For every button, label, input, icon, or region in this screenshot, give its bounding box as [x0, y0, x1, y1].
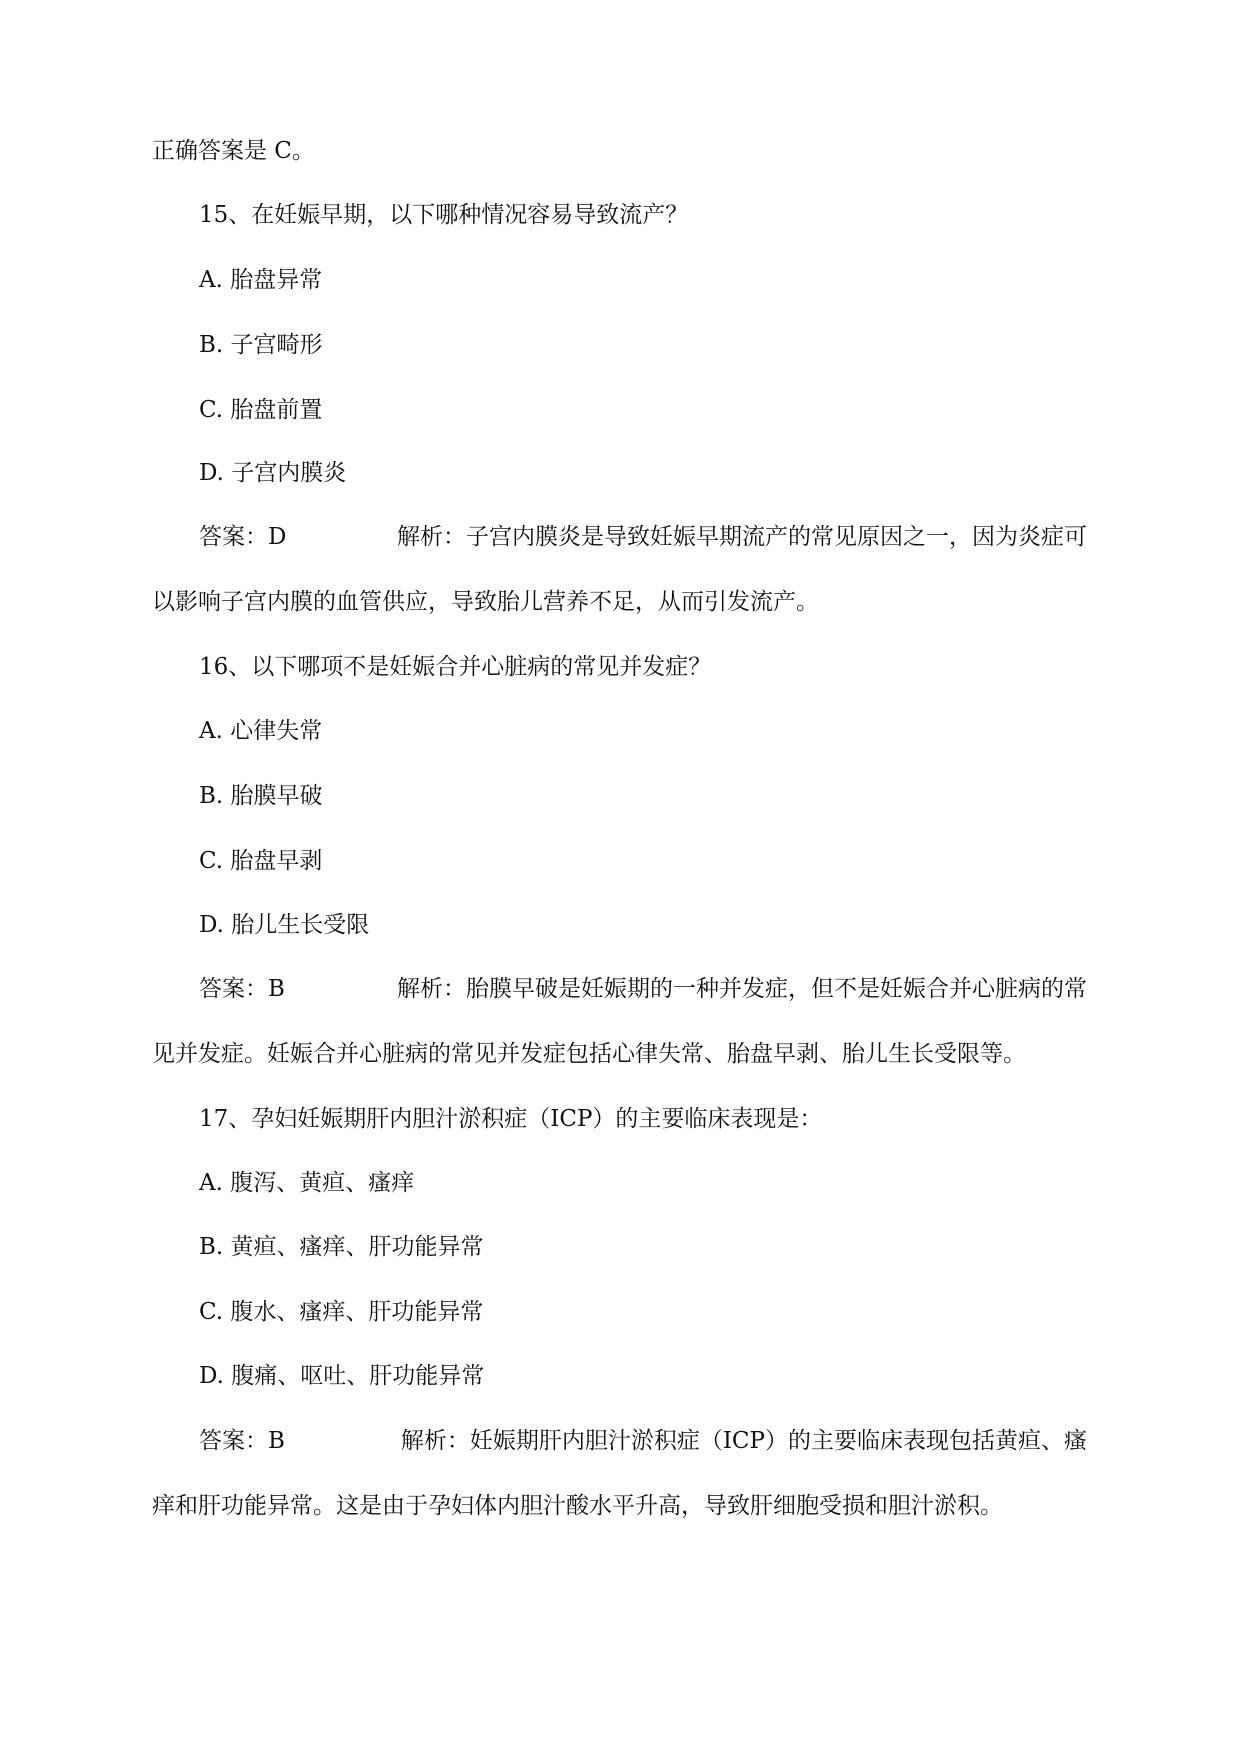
question-15-answer-line [199, 522, 1087, 552]
prev-answer-line: 正确答案是 C。 [152, 138, 315, 164]
analysis-text: 解析：子宫内膜炎是导致妊娠早期流产的常见原因之一，因为炎症可 [397, 524, 1087, 550]
question-16-stem: 16、以下哪项不是妊娠合并心脏病的常见并发症？ [199, 654, 712, 680]
question-16-option-d: D. 胎儿生长受限 [199, 912, 370, 938]
analysis-text: 解析：妊娠期肝内胆汁淤积症（ICP）的主要临床表现包括黄疸、瘙 [400, 1428, 1087, 1454]
question-15-option-a: A. 胎盘异常 [199, 267, 323, 293]
question-16-analysis-cont: 见并发症。妊娠合并心脏病的常见并发症包括心律失常、胎盘早剥、胎儿生长受限等。 [152, 1041, 1026, 1067]
question-15-option-c: C. 胎盘前置 [199, 397, 323, 423]
analysis-text: 解析：胎膜早破是妊娠期的一种并发症，但不是妊娠合并心脏病的常 [397, 976, 1087, 1002]
question-16-answer-line [199, 974, 1087, 1004]
question-15-analysis-cont: 以影响子宫内膜的血管供应，导致胎儿营养不足，从而引发流产。 [152, 589, 819, 615]
question-17-answer-line [199, 1426, 1087, 1456]
question-17-option-c: C. 腹水、瘙痒、肝功能异常 [199, 1299, 484, 1325]
question-16-option-c: C. 胎盘早剥 [199, 848, 323, 874]
question-17-stem: 17、孕妇妊娠期肝内胆汁淤积症（ICP）的主要临床表现是： [199, 1106, 823, 1132]
question-17-option-a: A. 腹泻、黄疸、瘙痒 [199, 1170, 415, 1196]
question-15-option-d: D. 子宫内膜炎 [199, 460, 347, 486]
question-17-option-d: D. 腹痛、呕吐、肝功能异常 [199, 1363, 485, 1389]
answer-label: 答案：D [199, 524, 287, 550]
question-16-option-a: A. 心律失常 [199, 718, 323, 744]
question-16-option-b: B. 胎膜早破 [199, 783, 323, 809]
answer-label: 答案：B [199, 976, 285, 1002]
question-15-option-b: B. 子宫畸形 [199, 332, 323, 358]
question-15-stem: 15、在妊娠早期，以下哪种情况容易导致流产？ [199, 202, 689, 228]
answer-label: 答案：B [199, 1428, 285, 1454]
question-17-option-b: B. 黄疸、瘙痒、肝功能异常 [199, 1234, 484, 1260]
question-17-analysis-cont: 痒和肝功能异常。这是由于孕妇体内胆汁酸水平升高，导致肝细胞受损和胆汁淤积。 [152, 1493, 1003, 1519]
